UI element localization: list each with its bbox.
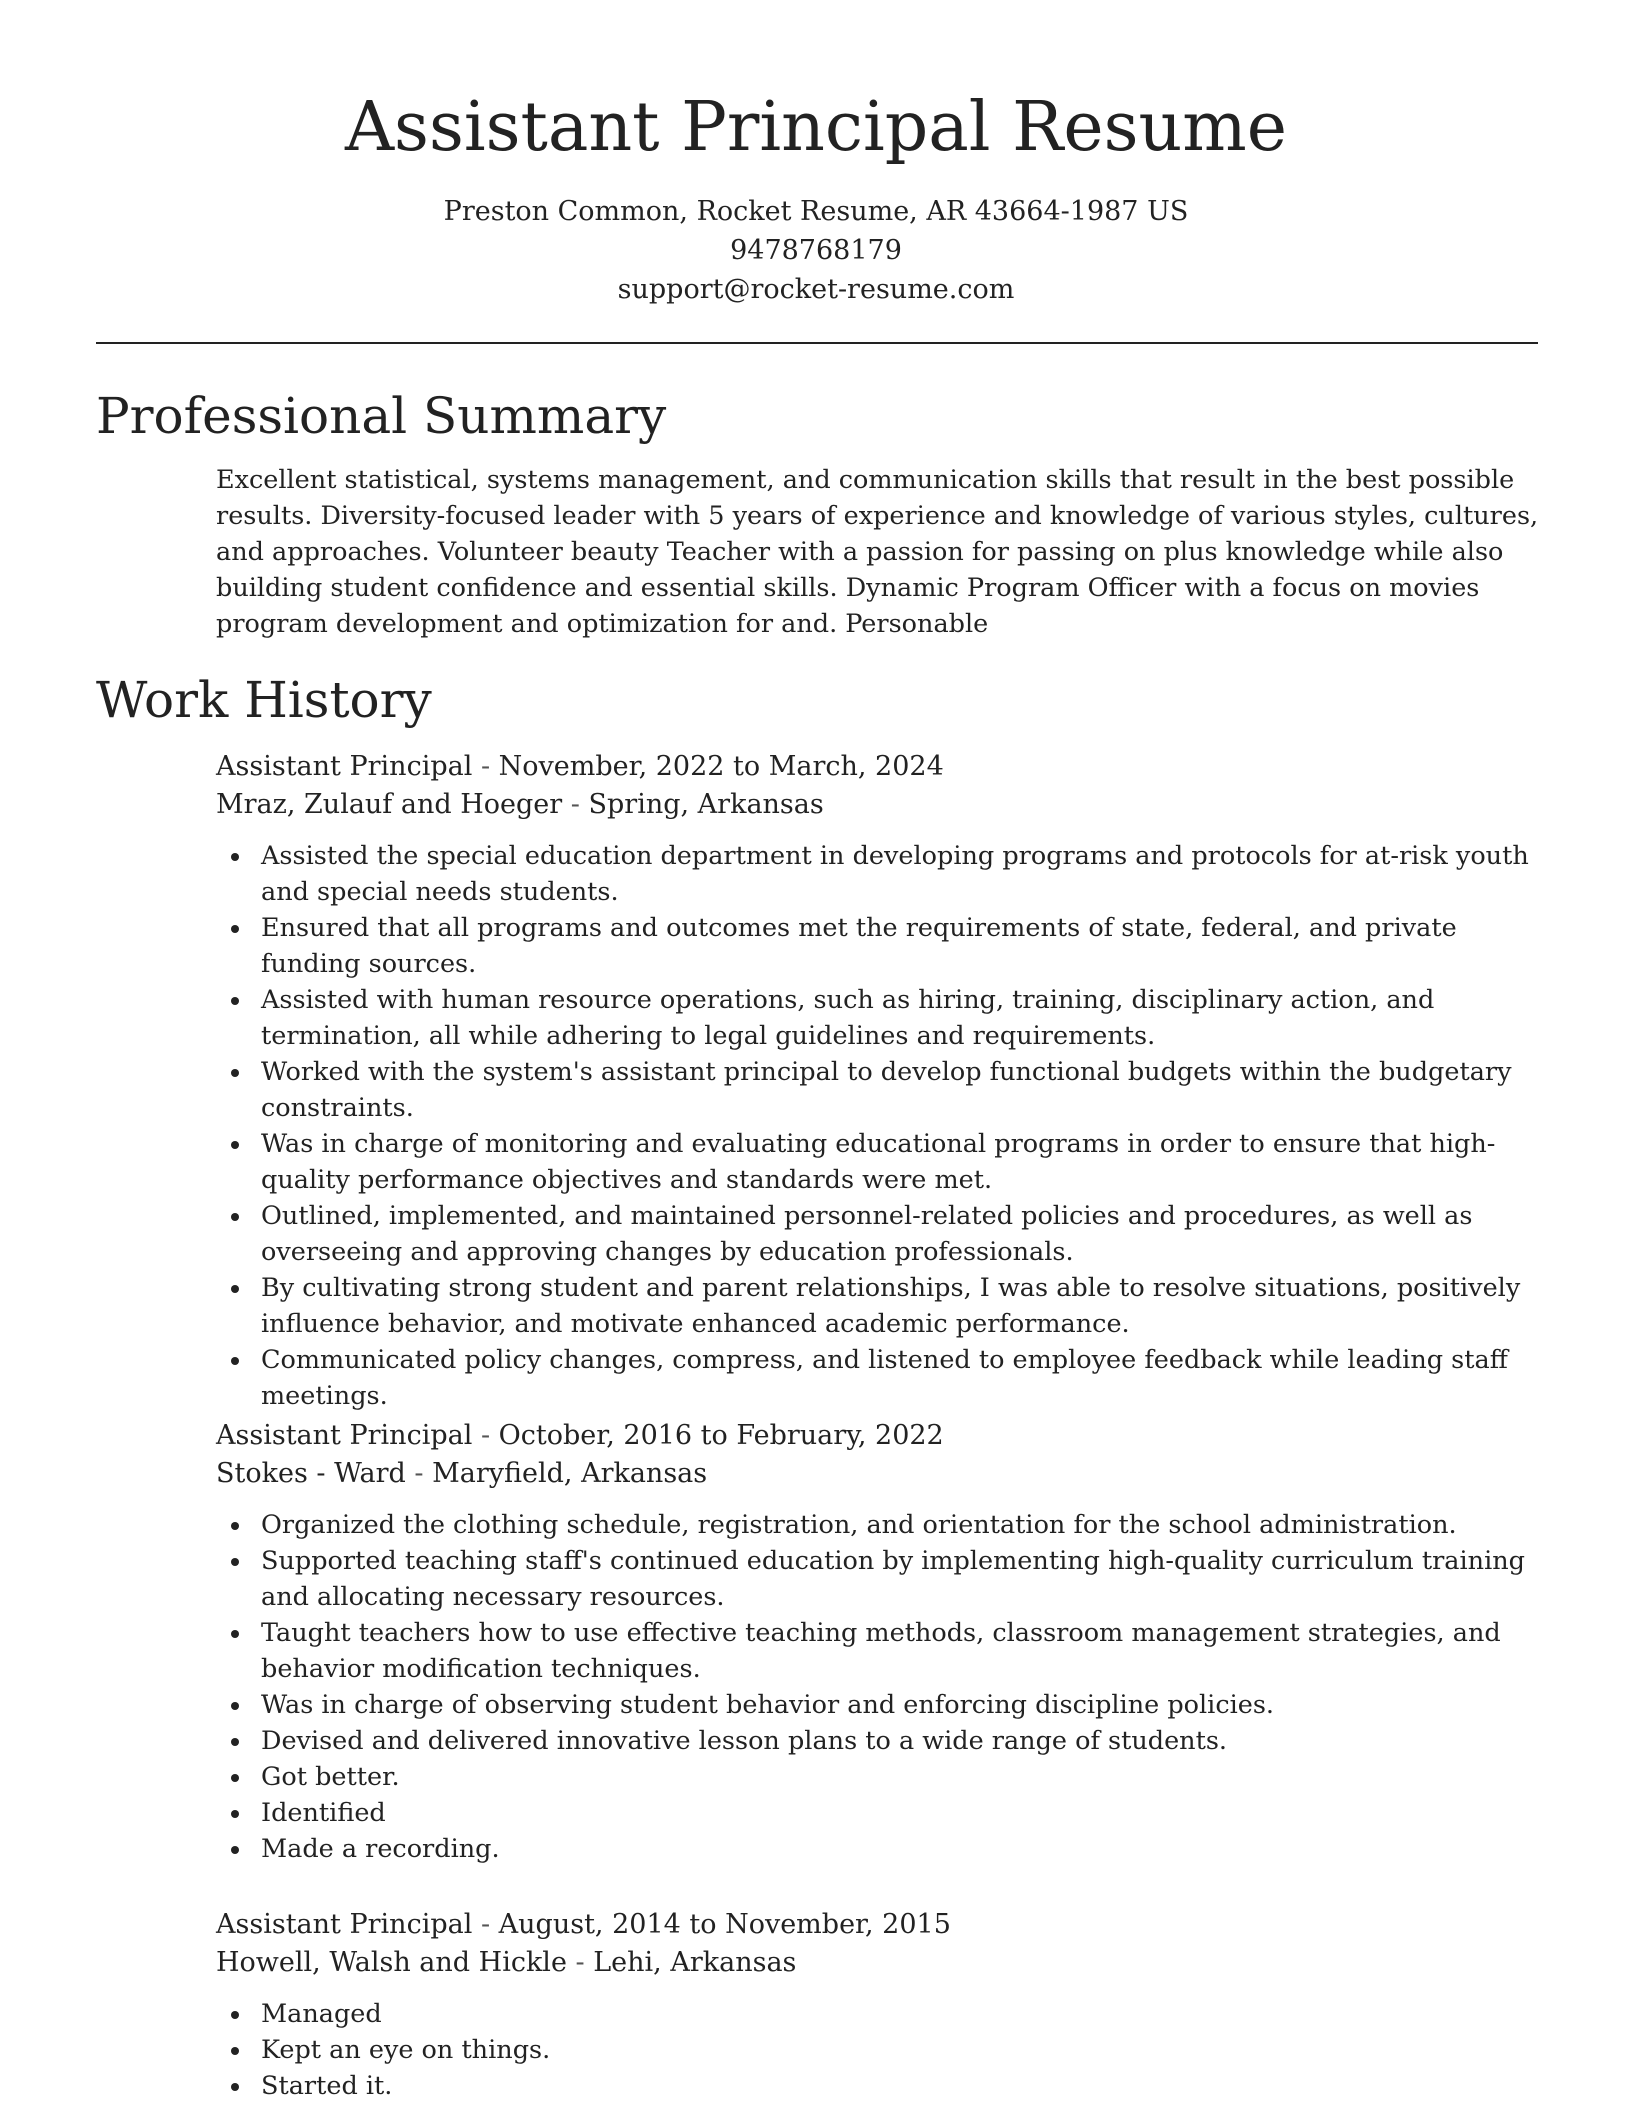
job-company: Mraz, Zulauf and Hoeger <box>216 789 563 820</box>
separator: - <box>570 789 589 820</box>
job-company-line <box>216 1944 1541 1982</box>
contact-address: Preston Common, Rocket Resume, AR 43664-1987 US <box>443 196 1189 227</box>
job-bullets <box>216 1996 1541 2104</box>
bullet-item: Was in charge of observing student behavior and enforcing discipline policies. <box>216 1687 1541 1723</box>
summary-heading: Professional Summary <box>96 387 667 445</box>
work-history-heading: Work History <box>96 671 432 729</box>
bullet-item: Got better. <box>216 1759 1541 1795</box>
bullet-item: Communicated policy changes, compress, and listened to employee feedback while leading staff meetings. <box>216 1342 1541 1414</box>
bullet-item: Organized the clothing schedule, registration, and orientation for the school administration. <box>216 1507 1541 1543</box>
job-title-line <box>216 1906 1541 1944</box>
job-location: Maryfield, Arkansas <box>432 1458 708 1489</box>
bullet-item: Supported teaching staff's continued education by implementing high-quality curriculum training and allocating necessary resources. <box>216 1543 1541 1615</box>
resume-title: Assistant Principal Resume <box>344 88 1288 167</box>
bullet-item: Taught teachers how to use effective teaching methods, classroom management strategies, and behavior modification techniques. <box>216 1615 1541 1687</box>
job-title: Assistant Principal <box>216 1420 473 1451</box>
bullet-item: Worked with the system's assistant principal to develop functional budgets within the budgetary constraints. <box>216 1054 1541 1126</box>
bullet-item: Kept an eye on things. <box>216 2032 1541 2068</box>
bullet-item: By cultivating strong student and parent relationships, I was able to resolve situations, positively influence behavior, and motivate enhanced academic performance. <box>216 1270 1541 1342</box>
job-location: Spring, Arkansas <box>588 789 824 820</box>
header-divider <box>96 342 1538 344</box>
bullet-item: Ensured that all programs and outcomes met the requirements of state, federal, and private funding sources. <box>216 910 1541 982</box>
contact-phone: 9478768179 <box>730 235 902 266</box>
job-dates: August, 2014 to November, 2015 <box>498 1909 951 1940</box>
separator: - <box>480 1420 499 1451</box>
job-title-line <box>216 1417 1541 1455</box>
separator: - <box>575 1947 594 1978</box>
bullet-item: Devised and delivered innovative lesson plans to a wide range of students. <box>216 1723 1541 1759</box>
bullet-item: Was in charge of monitoring and evaluating educational programs in order to ensure that high-quality performance objectives and standards were met. <box>216 1126 1541 1198</box>
job-company-line <box>216 1455 1541 1493</box>
separator: - <box>414 1458 433 1489</box>
bullet-item: Outlined, implemented, and maintained personnel-related policies and procedures, as well as overseeing and approving changes by education professionals. <box>216 1198 1541 1270</box>
job-dates: October, 2016 to February, 2022 <box>498 1420 944 1451</box>
job-company: Stokes - Ward <box>216 1458 406 1489</box>
job-title: Assistant Principal <box>216 1909 473 1940</box>
job-entry <box>216 1906 1541 2104</box>
separator: - <box>480 751 499 782</box>
job-location: Lehi, Arkansas <box>593 1947 797 1978</box>
job-company-line <box>216 786 1541 824</box>
bullet-item: Identified <box>216 1795 1541 1831</box>
bullet-item: Managed <box>216 1996 1541 2032</box>
job-title-line <box>216 748 1541 786</box>
bullet-item: Assisted the special education department in developing programs and protocols for at-risk youth and special needs students. <box>216 838 1541 910</box>
contact-info <box>0 192 1632 309</box>
job-entry <box>216 748 1541 1414</box>
job-bullets <box>216 1507 1541 1867</box>
job-dates: November, 2022 to March, 2024 <box>498 751 944 782</box>
bullet-item: Assisted with human resource operations, such as hiring, training, disciplinary action, and termination, all while adhering to legal guidelines and requirements. <box>216 982 1541 1054</box>
summary-text: Excellent statistical, systems management, and communication skills that result in the best possible results. Diversity-focused leader with 5 years of experience and knowledge of various styles, cultures, and approaches. Volunteer beauty Teacher with a passion for passing on plus knowledge while also building student confidence and essential skills. Dynamic Program Officer with a focus on movies program development and optimization for and. Personable <box>216 465 1539 639</box>
separator: - <box>480 1909 499 1940</box>
job-entry <box>216 1417 1541 1867</box>
job-bullets <box>216 838 1541 1414</box>
contact-email: support@rocket-resume.com <box>617 274 1015 305</box>
bullet-item: Made a recording. <box>216 1831 1541 1867</box>
bullet-item: Started it. <box>216 2068 1541 2104</box>
job-title: Assistant Principal <box>216 751 473 782</box>
job-company: Howell, Walsh and Hickle <box>216 1947 567 1978</box>
